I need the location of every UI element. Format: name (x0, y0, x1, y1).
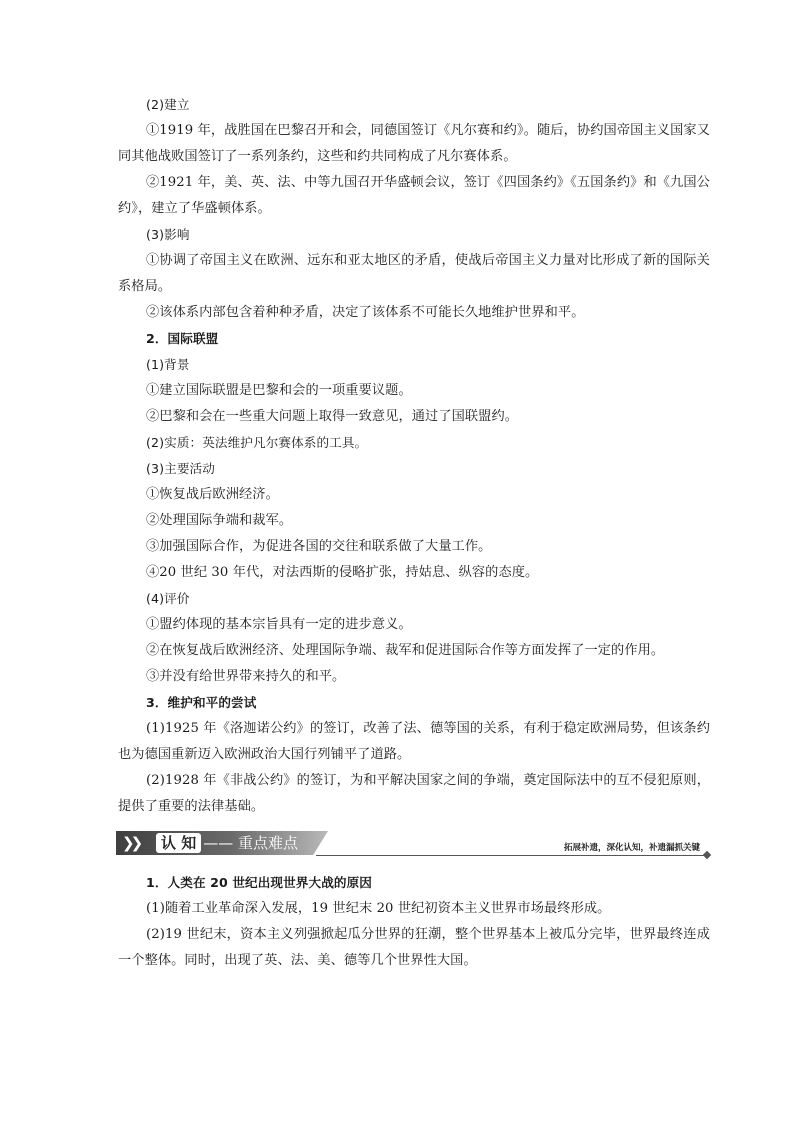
subheading-impact: (3)影响 (146, 227, 190, 242)
paragraph: ②1921 年，美、英、法、中等九国召开华盛顿会议，签订《四国条约》《五国条约》和《九国公约》，建立了华盛顿体系。 (118, 175, 710, 216)
section-heading-league: 2．国际联盟 (146, 331, 219, 346)
section-heading-war-causes: 1．人类在 20 世纪出现世界大战的原因 (146, 875, 372, 890)
paragraph: ③加强国际合作，为促进各国的交往和联系做了大量工作。 (146, 539, 492, 554)
paragraph: ④20 世纪 30 年代，对法西斯的侵略扩张，持姑息、纵容的态度。 (146, 565, 539, 580)
paragraph: ①1919 年，战胜国在巴黎召开和会，同德国签订《凡尔赛和约》。随后，协约国帝国主义国家又同其他战败国签订了一系列条约，这些和约共同构成了凡尔赛体系。 (118, 123, 710, 164)
subheading-evaluation: (4)评价 (146, 591, 190, 606)
section-banner (116, 828, 710, 858)
banner-rule (316, 855, 710, 856)
banner-tagline: 拓展补遗，深化认知，补遗漏抓关键 (563, 843, 700, 853)
paragraph: ①盟约体现的基本宗旨具有一定的进步意义。 (146, 617, 412, 632)
banner-title-rest: —— 重点难点 (203, 834, 299, 852)
chevron-right-icon: ❯❯ (122, 834, 140, 852)
paragraph: (1)1925 年《洛迦诺公约》的签订，改善了法、德等国的关系，有利于稳定欧洲局势，但该条约也为德国重新迈入欧洲政治大国行列铺平了道路。 (118, 721, 710, 762)
paragraph: ①恢复战后欧洲经济。 (146, 487, 279, 502)
paragraph: ②处理国际争端和裁军。 (146, 513, 293, 528)
paragraph: ①建立国际联盟是巴黎和会的一项重要议题。 (146, 383, 412, 398)
subheading-activities: (3)主要活动 (146, 461, 215, 476)
paragraph: ②该体系内部包含着种种矛盾，决定了该体系不可能长久地维护世界和平。 (146, 305, 585, 320)
paragraph: (1)随着工业革命深入发展，19 世纪末 20 世纪初资本主义世界市场最终形成。 (146, 901, 611, 916)
section-heading-peace-attempts: 3．维护和平的尝试 (146, 695, 257, 710)
diamond-icon (703, 851, 711, 859)
paragraph: (2)1928 年《非战公约》的签订，为和平解决国家之间的争端，奠定国际法中的互不侵犯原则，提供了重要的法律基础。 (118, 773, 710, 814)
paragraph: ①协调了帝国主义在欧洲、远东和亚太地区的矛盾，使战后帝国主义力量对比形成了新的国际关系格局。 (118, 253, 710, 294)
banner-pill-label: 认 知 (156, 833, 201, 853)
subheading-background: (1)背景 (146, 357, 190, 372)
subheading-essence: (2)实质：英法维护凡尔赛体系的工具。 (146, 435, 368, 450)
document-body (118, 92, 710, 974)
paragraph: ③并没有给世界带来持久的和平。 (146, 669, 346, 684)
paragraph: (2)19 世纪末，资本主义列强掀起瓜分世界的狂潮，整个世界基本上被瓜分完毕，世界最终连成一个整体。同时，出现了英、法、美、德等几个世界性大国。 (118, 927, 710, 968)
paragraph: ②巴黎和会在一些重大问题上取得一致意见，通过了国联盟约。 (146, 409, 519, 424)
paragraph: ②在恢复战后欧洲经济、处理国际争端、裁军和促进国际合作等方面发挥了一定的作用。 (146, 643, 665, 658)
banner-title (156, 831, 298, 855)
subheading-establish: (2)建立 (146, 97, 190, 112)
